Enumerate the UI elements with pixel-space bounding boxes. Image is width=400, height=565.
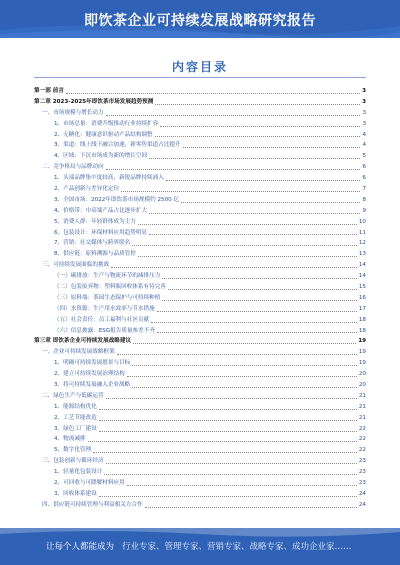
toc-entry-page: 3 xyxy=(362,109,366,116)
toc-entry[interactable] xyxy=(34,347,366,358)
toc-dot-leader xyxy=(183,147,361,148)
toc-entry-page: 16 xyxy=(358,294,366,301)
toc-entry-page: 21 xyxy=(358,414,366,421)
toc-entry-label: 1、轻量化包装设计 xyxy=(54,469,103,476)
toc-entry-label: 1、明确可持续发展愿景与目标 xyxy=(54,360,131,367)
toc-dot-leader xyxy=(149,234,357,235)
toc-entry-page: 12 xyxy=(358,240,366,247)
toc-entry-page: 6 xyxy=(362,164,366,171)
toc-dot-leader xyxy=(149,213,360,214)
toc-entry-page: 19 xyxy=(358,338,366,345)
toc-entry-label: 5、消费人群：年轻群体成为主力 xyxy=(54,218,136,225)
toc-dot-leader xyxy=(106,398,357,399)
toc-entry-label: 2、无糖化：健康意识驱动产品结构调整 xyxy=(54,131,153,138)
toc-dot-leader xyxy=(93,452,357,453)
toc-dot-leader xyxy=(157,332,357,333)
toc-entry[interactable] xyxy=(34,326,366,337)
toc-entry[interactable] xyxy=(34,369,366,380)
toc-entry-page: 24 xyxy=(358,490,366,497)
toc-entry[interactable] xyxy=(34,358,366,369)
toc-dot-leader xyxy=(166,180,361,181)
toc-entry[interactable] xyxy=(34,467,366,478)
toc-dot-leader xyxy=(160,126,360,127)
toc-dot-leader xyxy=(132,365,357,366)
toc-entry[interactable] xyxy=(34,456,366,467)
toc-entry-label: 1、头部品牌集中度较高，新锐品牌持续涌入 xyxy=(54,175,164,182)
toc-entry-label: 2、可回收与可降解材料应用 xyxy=(54,480,125,487)
toc-entry-label: 3、回收体系建设 xyxy=(54,490,97,497)
toc-entry-label: 第三章 即饮茶企业可持续发展战略建议 xyxy=(34,338,132,345)
toc-entry[interactable] xyxy=(34,97,366,108)
toc-entry-page: 3 xyxy=(362,98,366,105)
toc-entry[interactable] xyxy=(34,391,366,402)
toc-entry-page: 21 xyxy=(358,403,366,410)
report-title: 即饮茶企业可持续发展战略研究报告 xyxy=(84,13,316,29)
toc-entry[interactable] xyxy=(34,315,366,326)
report-footer xyxy=(0,528,400,565)
toc-entry-label: 3、渠道：线上线下融合加速，新零售渠道占比提升 xyxy=(54,142,181,149)
toc-entry-page: 15 xyxy=(358,284,366,291)
toc-entry-page: 22 xyxy=(358,425,366,432)
toc-entry[interactable] xyxy=(34,445,366,456)
toc-entry[interactable] xyxy=(34,500,366,511)
toc-entry[interactable] xyxy=(34,173,366,184)
toc-entry[interactable] xyxy=(34,238,366,249)
toc-entry-page: 14 xyxy=(358,273,366,280)
toc-entry[interactable] xyxy=(34,206,366,217)
toc-entry-label: 6、包装设计：环保材料应用趋势明显 xyxy=(54,229,148,236)
toc-entry[interactable] xyxy=(34,478,366,489)
toc-entry-label: 二、竞争格局与品牌动向 xyxy=(42,164,104,171)
toc-entry-label: （一）碳排放：生产与物流环节的减排压力 xyxy=(54,273,161,280)
toc-entry-label: 三、包装创新与循环经济 xyxy=(42,458,104,465)
toc-entry-page: 20 xyxy=(358,371,366,378)
toc-entry[interactable] xyxy=(34,184,366,195)
toc-entry-label: 5、数字化管理 xyxy=(54,447,92,454)
toc-entry-page: 14 xyxy=(358,262,366,269)
toc-dot-leader xyxy=(138,256,357,257)
toc-entry-label: 8、供应链：原料溯源与品质管控 xyxy=(54,251,136,258)
toc-dot-leader xyxy=(99,496,357,497)
toc-entry[interactable] xyxy=(34,217,366,228)
toc-entry[interactable] xyxy=(34,140,366,151)
toc-dot-leader xyxy=(181,202,360,203)
toc-entry[interactable] xyxy=(34,86,366,97)
footer-slogan: 让每个人都能成为 xyxy=(46,542,115,552)
toc-entry-label: 4、物流减排 xyxy=(54,436,86,443)
toc-entry-page: 21 xyxy=(358,392,366,399)
toc-entry-page: 3 xyxy=(362,120,366,127)
toc-entry[interactable] xyxy=(34,108,366,119)
toc-entry-page: 11 xyxy=(358,229,366,236)
toc-entry-label: 2、产品创新与差异化定位 xyxy=(54,186,120,192)
toc-dot-leader xyxy=(162,300,357,301)
toc-dot-leader xyxy=(121,191,360,192)
toc-entry-label: （五）社会责任：员工福利与社区贡献 xyxy=(54,316,150,323)
toc-dot-leader xyxy=(155,136,361,137)
toc-entry[interactable] xyxy=(34,402,366,413)
toc-entry-page: 6 xyxy=(362,175,366,182)
toc-dot-leader xyxy=(111,267,357,268)
toc-entry[interactable] xyxy=(34,249,366,260)
toc-entry-page: 19 xyxy=(358,360,366,367)
toc-entry-page: 19 xyxy=(358,349,366,356)
toc-entry[interactable] xyxy=(34,293,366,304)
toc-entry-label: 第一部 前言 xyxy=(34,87,64,94)
toc-entry[interactable] xyxy=(34,271,366,282)
toc-entry-page: 10 xyxy=(358,218,366,225)
toc-entry-label: 2、建立可持续发展治理结构 xyxy=(54,371,125,378)
toc-entry[interactable] xyxy=(34,151,366,162)
toc-entry-page: 4 xyxy=(362,142,366,149)
toc-entry-page: 8 xyxy=(362,196,366,203)
toc-entry-page: 17 xyxy=(358,305,366,312)
toc-dot-leader xyxy=(155,104,360,105)
toc-entry-label: 2、工艺节能改造 xyxy=(54,414,97,421)
toc-entry[interactable] xyxy=(34,282,366,293)
toc-entry-page: 20 xyxy=(358,382,366,389)
toc-entry-label: 3、绿色工厂建设 xyxy=(54,425,97,432)
toc-entry-page: 24 xyxy=(358,501,366,508)
toc-dot-leader xyxy=(88,441,357,442)
toc-dot-leader xyxy=(99,420,357,421)
toc-entry-label: 4、区域：下沉市场成为新的增长空间 xyxy=(54,153,148,160)
toc-dot-leader xyxy=(157,311,357,312)
toc-entry-label: 7、营销：社交媒体与跨界联名 xyxy=(54,240,131,247)
toc-entry-label: （三）原料端：茶园生态保护与可持续种植 xyxy=(54,294,161,301)
toc-entry[interactable] xyxy=(34,380,366,391)
report-header xyxy=(0,0,400,38)
toc-entry-page: 23 xyxy=(358,480,366,487)
toc-entry-page: 4 xyxy=(362,131,366,138)
toc-entry[interactable] xyxy=(34,304,366,315)
toc-entry[interactable] xyxy=(34,162,366,173)
toc-dot-leader xyxy=(133,343,356,344)
toc-entry-label: （六）信息披露：ESG报告质量参差不齐 xyxy=(54,327,155,334)
toc-dot-leader xyxy=(162,278,357,279)
toc-entry[interactable] xyxy=(34,119,366,130)
toc-entry-page: 9 xyxy=(362,207,366,214)
toc-heading: 内容目录 xyxy=(171,60,228,74)
toc-entry[interactable] xyxy=(34,336,366,347)
toc-entry-label: （二）包装废弃物：塑料瓶回收体系有待完善 xyxy=(54,284,166,291)
toc-entry[interactable] xyxy=(34,130,366,141)
toc-entry[interactable] xyxy=(34,435,366,446)
toc-dot-leader xyxy=(117,354,357,355)
toc-entry[interactable] xyxy=(34,260,366,271)
footer-slogan-roles: 行业专家、管理专家、营销专家、战略专家、成功企业家…… xyxy=(122,542,352,552)
toc-entry-label: 1、能源结构优化 xyxy=(54,403,97,410)
toc-entry-label: 一、市场规模与增长动力 xyxy=(42,109,104,116)
toc-dot-leader xyxy=(132,245,357,246)
toc-entry-page: 7 xyxy=(362,186,366,192)
toc-entry-label: 3、全国市场：2022年即饮茶市场规模约 2500 亿 xyxy=(54,196,180,203)
toc-entry-label: 3、将可持续发展融入企业战略 xyxy=(54,382,131,389)
toc-dot-leader xyxy=(151,322,357,323)
toc-dot-leader xyxy=(138,224,357,225)
toc-entry-label: （四）水资源：生产用水效率与节水措施 xyxy=(54,305,155,312)
toc-entry-label: 二、绿色生产与低碳运营 xyxy=(42,392,104,399)
toc-dot-leader xyxy=(106,115,361,116)
toc-dot-leader xyxy=(132,387,357,388)
toc-dot-leader xyxy=(99,431,357,432)
toc-entry-page: 18 xyxy=(358,327,366,334)
toc-entry[interactable] xyxy=(34,228,366,239)
toc-entry-page: 22 xyxy=(358,436,366,443)
toc-entry-label: 一、企业可持续发展战略框架 xyxy=(42,349,115,356)
toc-dot-leader xyxy=(106,463,357,464)
toc-dot-leader xyxy=(106,169,361,170)
toc-dot-leader xyxy=(168,289,357,290)
toc-entry-page: 18 xyxy=(358,316,366,323)
toc-entry-page: 3 xyxy=(362,87,366,94)
toc-entry[interactable] xyxy=(34,424,366,435)
toc-dot-leader xyxy=(99,409,357,410)
toc-entry-page: 22 xyxy=(358,447,366,454)
toc-entry-label: 1、市场总量：消费升级推动行业持续扩容 xyxy=(54,120,159,127)
toc-entry-page: 23 xyxy=(358,458,366,465)
toc-entry-page: 23 xyxy=(358,469,366,476)
toc-entry[interactable] xyxy=(34,195,366,206)
toc-entry-label: 4、价格带：中高端产品占比逐步扩大 xyxy=(54,207,148,214)
toc-entry-label: 第二章 2023-2025年即饮茶市场发展趋势预测 xyxy=(34,98,154,105)
toc-entry[interactable] xyxy=(34,413,366,424)
toc-dot-leader xyxy=(66,93,360,94)
toc-list xyxy=(34,86,366,511)
toc-divider xyxy=(34,77,366,78)
toc-entry-page: 13 xyxy=(358,251,366,258)
toc-dot-leader xyxy=(127,376,357,377)
toc-entry-page: 5 xyxy=(362,153,366,160)
toc-dot-leader xyxy=(149,158,360,159)
toc-entry[interactable] xyxy=(34,489,366,500)
toc-dot-leader xyxy=(127,485,357,486)
toc-dot-leader xyxy=(104,474,357,475)
toc-dot-leader xyxy=(145,507,357,508)
toc-entry-label: 四、供应链可持续管理与利益相关方合作 xyxy=(42,501,143,508)
toc-entry-label: 三、可持续发展面临的挑战 xyxy=(42,262,110,269)
